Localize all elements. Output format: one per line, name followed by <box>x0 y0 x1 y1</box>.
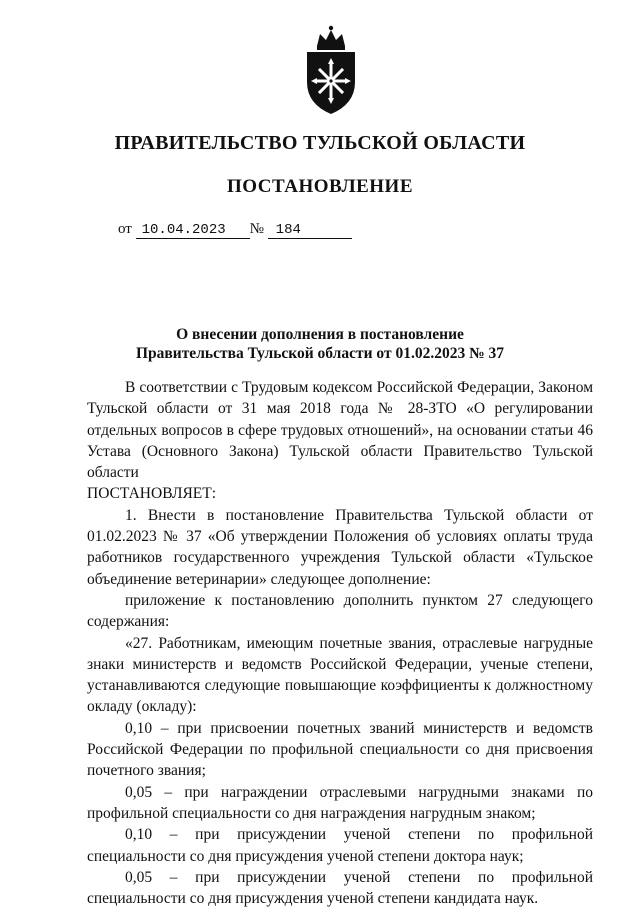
paragraph-point-27: «27. Работникам, имеющим почетные звания, отраслевые нагрудные знаки министерств и ведомств Российской Федерации, ученые степени, устанавливаются следующие повышающие коэффициенты к должностному окладу (окладу): <box>87 634 593 716</box>
paragraph-amendment: приложение к постановлению дополнить пунктом 27 следующего содержания: <box>87 591 593 631</box>
paragraph-coefficient-3: 0,10 – при присуждении ученой степени по профильной специальности со дня присуждения ученой степени доктора наук; <box>87 826 593 865</box>
document-number: 184 <box>268 222 352 239</box>
paragraph-preamble: В соответствии с Трудовым кодексом Российской Федерации, Законом Тульской области от 31 мая 2018 года № 28-ЗТО «О регулировании отдельных вопросов в сфере трудовых отношений», на основании статьи 46 Устава (Основного Закона) Тульской области Правительство Тульской области <box>87 379 593 482</box>
tula-coat-of-arms-icon <box>298 24 364 116</box>
document-date: 10.04.2023 <box>136 222 250 239</box>
subject-line-1: О внесении дополнения в постановление <box>176 326 464 343</box>
subject-line-2: Правительства Тульской области от 01.02.2023 № 37 <box>135 345 505 362</box>
number-prefix: № <box>249 221 264 237</box>
paragraph-coefficient-4: 0,05 – при присуждении ученой степени по профильной специальности со дня присуждения ученой степени кандидата наук. <box>87 868 593 908</box>
paragraph-item-1: 1. Внести в постановление Правительства Тульской области от 01.02.2023 № 37 «Об утверждении Положения об условиях оплаты труда работников государственного учреждения Тульской области «Тульское объединение ветеринарии» следующее дополнение: <box>87 506 593 588</box>
organization-title: ПРАВИТЕЛЬСТВО ТУЛЬСКОЙ ОБЛАСТИ <box>114 132 526 154</box>
paragraph-resolves: ПОСТАНОВЛЯЕТ: <box>87 485 217 503</box>
document-type: ПОСТАНОВЛЕНИЕ <box>226 176 414 197</box>
document-subject <box>0 325 640 363</box>
registration-line <box>118 221 352 239</box>
document-body <box>87 377 593 909</box>
paragraph-coefficient-2: 0,05 – при награждении отраслевыми нагрудными знаками по профильной специальности со дня награждения нагрудным знаком; <box>87 783 593 822</box>
date-prefix: от <box>118 221 132 237</box>
paragraph-coefficient-1: 0,10 – при присвоении почетных званий министерств и ведомств Российской Федерации по профильной специальности со дня присвоения почетного звания; <box>87 719 593 780</box>
